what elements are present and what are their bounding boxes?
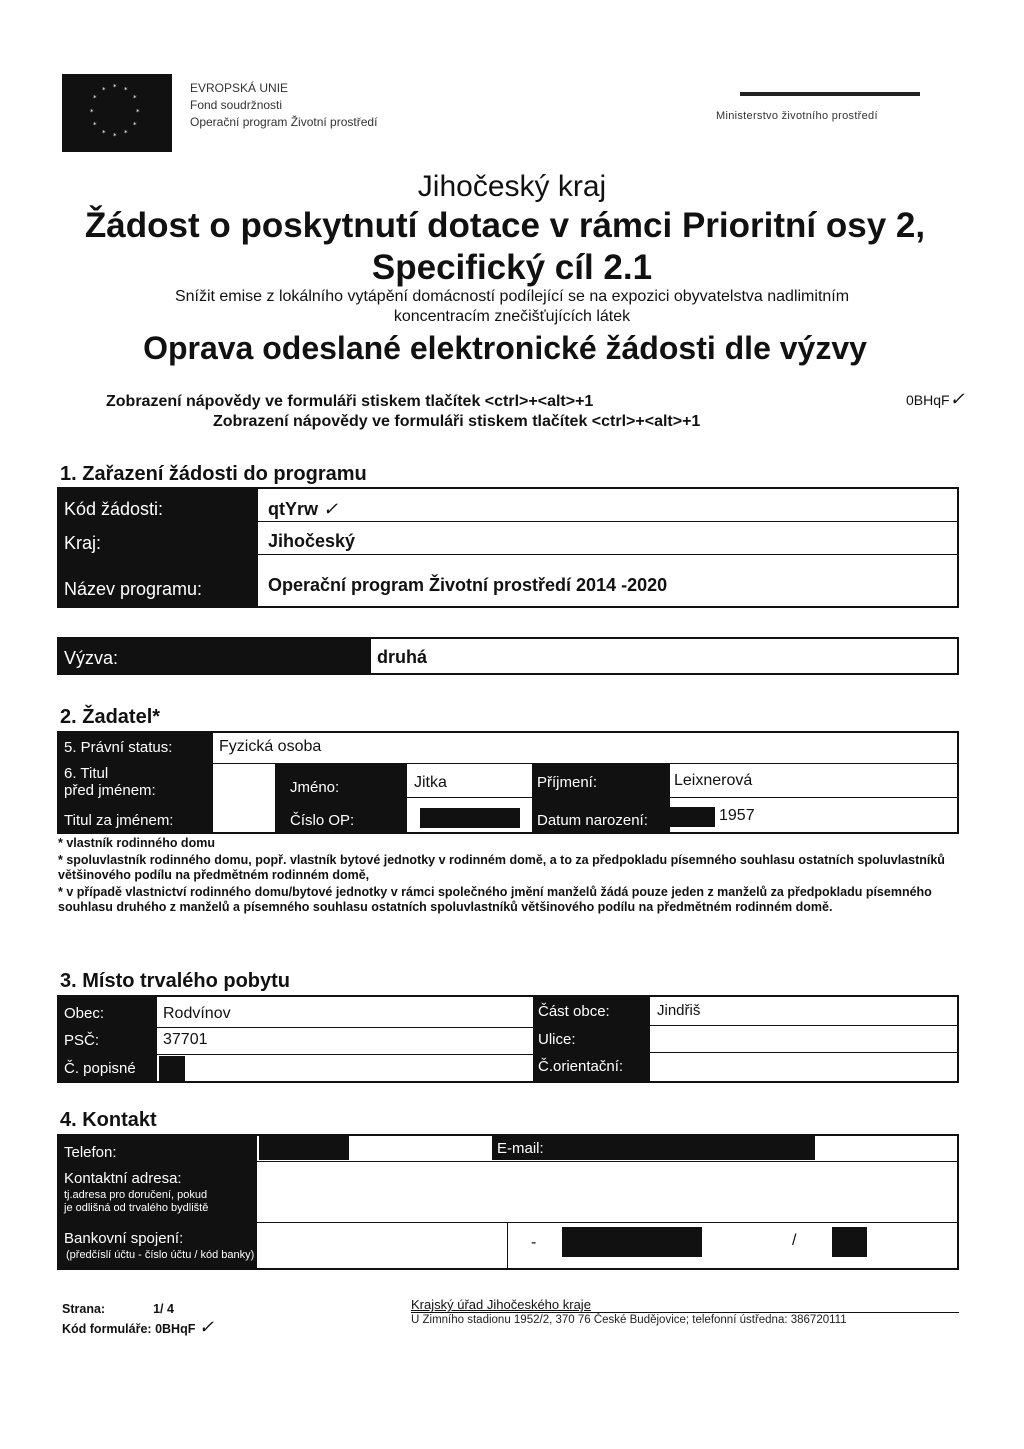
main-title-line2: Specifický cíl 2.1 xyxy=(371,248,653,287)
prijmeni-value[interactable]: Leixnerová xyxy=(674,772,753,789)
footer-office: Krajský úřad Jihočeského kraje xyxy=(411,1297,591,1312)
datum-redacted xyxy=(670,807,715,827)
psc-value[interactable]: 37701 xyxy=(163,1031,208,1048)
psc-label: PSČ: xyxy=(64,1032,100,1049)
row-divider xyxy=(258,521,957,522)
form-code-text: 0BHqF xyxy=(906,392,950,408)
bank-label: Bankovní spojení: xyxy=(64,1230,184,1247)
svg-text:*: * xyxy=(102,86,106,94)
section4-table xyxy=(57,1134,959,1270)
adresa-note-1: tj.adresa pro doručení, pokud xyxy=(64,1189,208,1201)
svg-text:*: * xyxy=(113,132,117,140)
svg-text:*: * xyxy=(102,129,106,137)
telefon-redacted xyxy=(259,1136,349,1160)
row-divider xyxy=(407,797,957,798)
titul-pred-label xyxy=(59,765,156,799)
row-divider xyxy=(257,1222,957,1223)
cast-label: Část obce: xyxy=(538,1003,610,1020)
row-divider xyxy=(650,1052,957,1053)
eu-fund: Fond soudržnosti xyxy=(190,98,283,112)
row-divider xyxy=(257,1161,957,1162)
section1-heading: 1. Zařazení žádosti do programu xyxy=(60,463,367,485)
section2-heading: 2. Žadatel* xyxy=(60,706,161,728)
kod-value-text: qtYrw xyxy=(268,499,319,519)
kod-label: Kód žádosti: xyxy=(64,499,164,519)
row-divider xyxy=(650,1025,957,1026)
eu-program: Operační program Životní prostředí xyxy=(190,115,378,129)
vyzva-row xyxy=(57,637,959,675)
footer-left xyxy=(62,1300,214,1338)
region-title: Jihočeský kraj xyxy=(417,170,607,203)
svg-text:*: * xyxy=(136,108,140,116)
datum-label: Datum narození: xyxy=(537,812,648,829)
svg-text:*: * xyxy=(133,121,137,129)
svg-text:*: * xyxy=(93,94,97,102)
bank-note: (předčíslí účtu - číslo účtu / kód banky) xyxy=(66,1249,255,1261)
telefon-label: Telefon: xyxy=(64,1144,117,1161)
applicant-notes xyxy=(58,836,962,915)
kraj-label: Kraj: xyxy=(64,533,102,553)
section3-table xyxy=(57,995,959,1083)
svg-text:*: * xyxy=(113,83,117,91)
section2-table xyxy=(57,731,959,834)
email-label: E-mail: xyxy=(497,1140,544,1157)
col-divider xyxy=(507,1222,508,1268)
subtitle-line1: Snížit emise z lokálního vytápění domácností podílející se na expozici obyvatelstva nadlimitním xyxy=(174,288,850,305)
svg-text:*: * xyxy=(124,129,128,137)
section3-heading: 3. Místo trvalého pobytu xyxy=(60,970,291,992)
strana-value: 1/ 4 xyxy=(153,1302,174,1316)
adresa-note xyxy=(64,1189,208,1215)
note-1: * vlastník rodinného domu xyxy=(58,836,215,850)
footer-kod-label: Kód formuláře: xyxy=(62,1322,152,1336)
help-line2: Zobrazení nápovědy ve formuláři stiskem tlačítek <ctrl>+<alt>+1 xyxy=(213,413,701,430)
form-code-top xyxy=(906,389,965,410)
obec-value[interactable]: Rodvínov xyxy=(163,1005,231,1022)
bank-dash: - xyxy=(531,1234,537,1251)
datum-value[interactable]: 1957 xyxy=(719,807,755,824)
cast-value[interactable]: Jindřiš xyxy=(657,1002,701,1019)
kod-value[interactable] xyxy=(264,499,338,520)
prijmeni-label: Příjmení: xyxy=(537,774,598,791)
cislo-op-redacted xyxy=(420,808,520,828)
status-value[interactable]: Fyzická osoba xyxy=(219,738,322,755)
help-line1: Zobrazení nápovědy ve formuláři stiskem tlačítek <ctrl>+<alt>+1 xyxy=(106,393,594,410)
kraj-value[interactable]: Jihočeský xyxy=(268,531,356,551)
svg-text:*: * xyxy=(124,86,128,94)
ulice-label: Ulice: xyxy=(538,1031,576,1048)
eu-stars-icon xyxy=(62,74,172,152)
email-redacted xyxy=(645,1136,815,1160)
ministry-logo-bar xyxy=(740,92,920,96)
jmeno-value[interactable]: Jitka xyxy=(414,774,447,791)
svg-text:*: * xyxy=(133,94,137,102)
correction-title: Oprava odeslané elektronické žádosti dle výzvy xyxy=(143,330,867,366)
obec-label: Obec: xyxy=(64,1005,105,1022)
check-mark-icon: ✓ xyxy=(198,1317,214,1337)
eu-text xyxy=(190,80,377,131)
titul-pred-label-2: před jménem: xyxy=(64,782,156,799)
status-label: 5. Právní status: xyxy=(64,739,173,756)
section4-heading: 4. Kontakt xyxy=(60,1109,157,1131)
bank-code-redacted xyxy=(832,1227,867,1257)
check-mark-icon: ✓ xyxy=(949,389,965,409)
jmeno-label: Jméno: xyxy=(290,779,340,796)
orientacni-label: Č.orientační: xyxy=(538,1058,624,1075)
note-3: * v případě vlastnictví rodinného domu/bytové jednotky v rámci společného jmění manželů žádá pouze jeden z manželů za předpokladu písemného souhlasu druhého z manželů a písemného souhlasu ostatních spoluvlastníků většinového podílu na předmětném rodinném domě. xyxy=(58,885,932,914)
row-divider xyxy=(258,554,957,555)
svg-text:*: * xyxy=(93,121,97,129)
popisne-label: Č. popisné xyxy=(64,1060,136,1077)
subtitle-line2: koncentracím znečišťujících látek xyxy=(393,308,631,325)
eu-name: EVROPSKÁ UNIE xyxy=(190,81,289,95)
row-divider xyxy=(157,1054,533,1055)
adresa-note-2: je odlišná od trvalého bydliště xyxy=(64,1202,209,1214)
titul-za-label: Titul za jménem: xyxy=(64,812,174,829)
note-2: * spoluvlastník rodinného domu, popř. vlastník bytové jednotky v rodinném domě, a to za předpokladu písemného souhlasu ostatních spoluvlastníků většinového podílu na předmětném rodinném domě, xyxy=(58,853,945,882)
popisne-redacted xyxy=(159,1056,185,1081)
bank-account-redacted xyxy=(562,1227,702,1257)
vyzva-value[interactable]: druhá xyxy=(377,647,428,667)
program-label: Název programu: xyxy=(64,579,203,599)
vyzva-label: Výzva: xyxy=(64,648,119,668)
row-divider xyxy=(157,1027,533,1028)
program-value[interactable]: Operační program Životní prostředí 2014 -2020 xyxy=(268,575,668,595)
check-mark-icon: ✓ xyxy=(323,499,339,519)
svg-text:*: * xyxy=(90,108,94,116)
bank-slash: / xyxy=(792,1232,797,1249)
cislo-op-label: Číslo OP: xyxy=(290,812,355,829)
footer-divider xyxy=(411,1312,959,1313)
titul-pred-label-1: 6. Titul xyxy=(64,765,109,782)
ministry-name: Ministerstvo životního prostředí xyxy=(716,110,878,122)
section1-table xyxy=(57,487,959,608)
eu-flag xyxy=(62,74,172,152)
footer-kod-value: 0BHqF xyxy=(155,1322,196,1336)
adresa-label: Kontaktní adresa: xyxy=(64,1170,182,1187)
main-title-line1: Žádost o poskytnutí dotace v rámci Prioritní osy 2, xyxy=(84,206,926,245)
strana-label: Strana: xyxy=(62,1302,106,1316)
footer-address: U Zimního stadionu 1952/2, 370 76 České Budějovice; telefonní ústředna: 386720111 xyxy=(411,1314,847,1326)
